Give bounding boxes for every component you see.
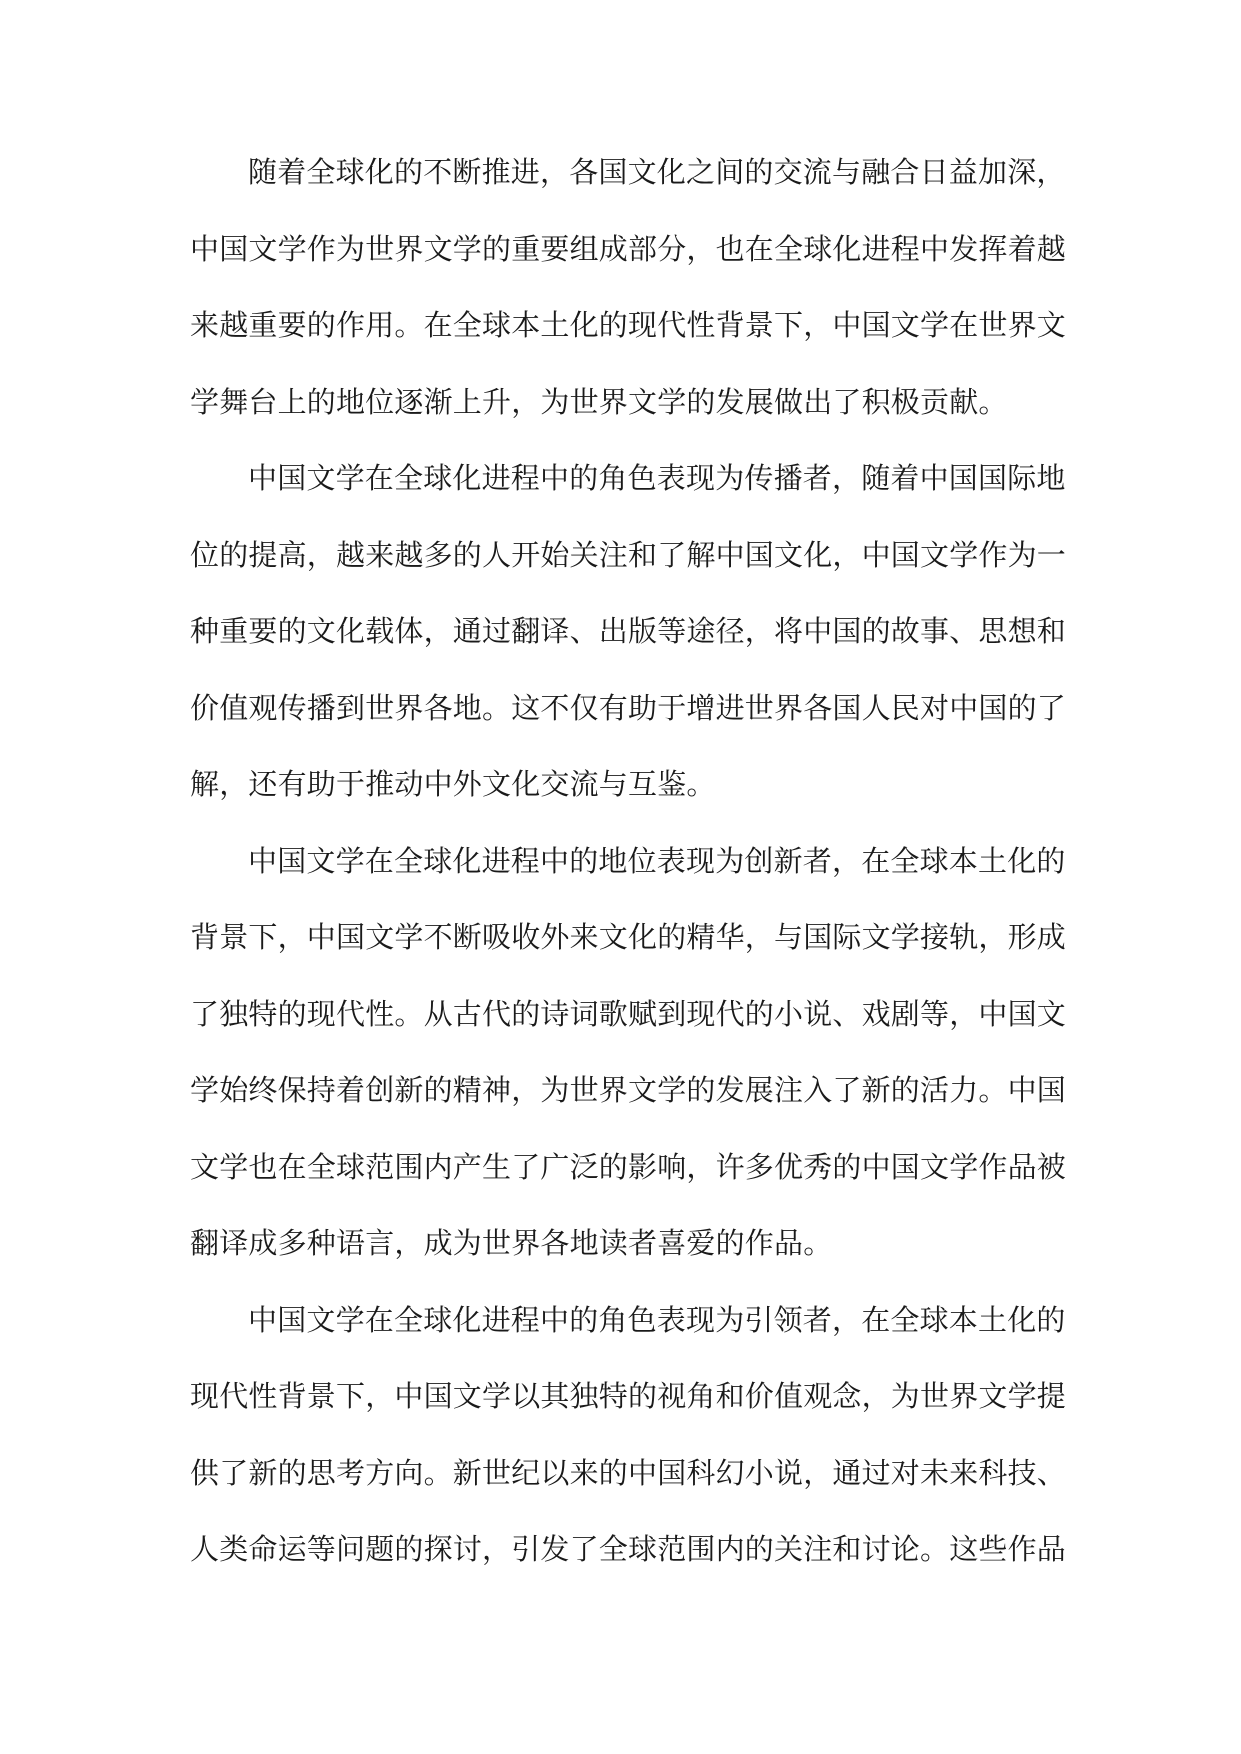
text-line: 中国文学在全球化进程中的地位表现为创新者，在全球本土化的 (248, 843, 1066, 878)
text-line: 来越重要的作用。在全球本土化的现代性背景下，中国文学在世界文 (190, 308, 1067, 342)
body-text (190, 142, 1067, 1596)
text-line: 背景下，中国文学不断吸收外来文化的精华，与国际文学接轨，形成 (190, 920, 1067, 954)
text-line: 中国文学在全球化进程中的角色表现为引领者，在全球本土化的 (248, 1302, 1066, 1337)
text-line: 学始终保持着创新的精神，为世界文学的发展注入了新的活力。中国 (190, 1073, 1067, 1107)
text-line: 位的提高，越来越多的人开始关注和了解中国文化，中国文学作为一 (190, 537, 1067, 572)
text-line: 翻译成多种语言，成为世界各地读者喜爱的作品。 (190, 1226, 833, 1260)
text-line: 人类命运等问题的探讨，引发了全球范围内的关注和讨论。这些作品 (190, 1532, 1067, 1566)
text-line: 学舞台上的地位逐渐上升，为世界文学的发展做出了积极贡献。 (190, 384, 1008, 419)
text-line: 文学也在全球范围内产生了广泛的影响，许多优秀的中国文学作品被 (190, 1149, 1067, 1184)
text-line: 了独特的现代性。从古代的诗词歌赋到现代的小说、戏剧等，中国文 (190, 996, 1067, 1031)
text-line: 价值观传播到世界各地。这不仅有助于增进世界各国人民对中国的了 (190, 690, 1067, 725)
text-line: 供了新的思考方向。新世纪以来的中国科幻小说，通过对未来科技、 (190, 1455, 1067, 1490)
text-line: 种重要的文化载体，通过翻译、出版等途径，将中国的故事、思想和 (190, 614, 1067, 648)
text-line: 中国文学作为世界文学的重要组成部分，也在全球化进程中发挥着越 (190, 231, 1067, 266)
text-line: 中国文学在全球化进程中的角色表现为传播者，随着中国国际地 (248, 461, 1066, 495)
text-line: 随着全球化的不断推进，各国文化之间的交流与融合日益加深， (248, 155, 1066, 189)
text-line: 现代性背景下，中国文学以其独特的视角和价值观念，为世界文学提 (190, 1379, 1067, 1413)
text-line: 解，还有助于推动中外文化交流与互鉴。 (190, 767, 716, 801)
